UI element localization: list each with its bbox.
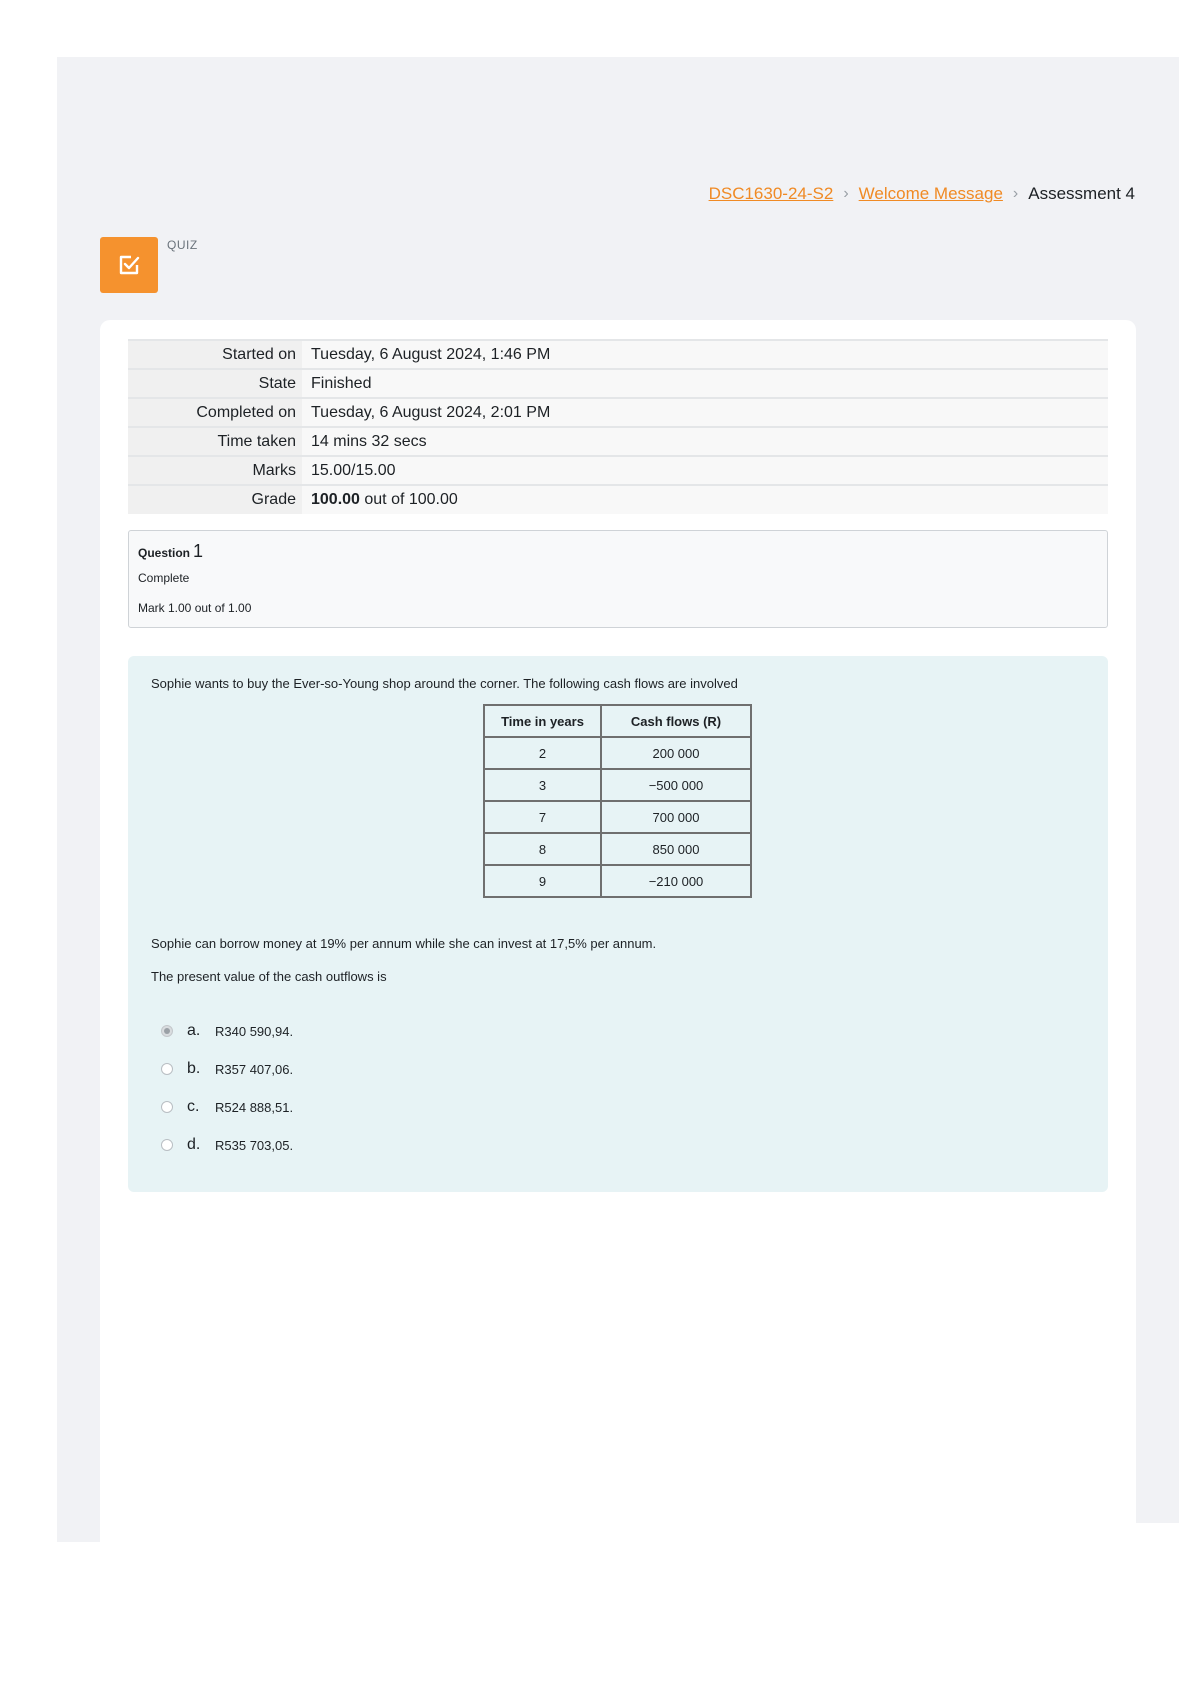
- question-text-intro: Sophie wants to buy the Ever-so-Young shop around the corner. The following cash flows are involved: [151, 676, 738, 691]
- breadcrumb: [709, 184, 1135, 204]
- answer-text: R357 407,06.: [215, 1061, 294, 1077]
- quiz-review-card: [100, 320, 1136, 1570]
- answer-option-b[interactable]: [161, 1060, 293, 1078]
- table-row: [484, 865, 751, 897]
- radio-icon[interactable]: [161, 1101, 173, 1113]
- table-cell: −210 000: [601, 865, 751, 897]
- breadcrumb-section-link[interactable]: Welcome Message: [858, 184, 1003, 203]
- summary-label: Started on: [128, 340, 302, 369]
- summary-row-state: [128, 369, 1108, 398]
- summary-value: 15.00/15.00: [302, 456, 1108, 485]
- table-cell: 850 000: [601, 833, 751, 865]
- summary-value: Tuesday, 6 August 2024, 1:46 PM: [302, 340, 1108, 369]
- summary-value: 14 mins 32 secs: [302, 427, 1108, 456]
- table-cell: 200 000: [601, 737, 751, 769]
- table-cell: 2: [484, 737, 601, 769]
- answer-text: R340 590,94.: [215, 1023, 294, 1039]
- chevron-right-icon: ›: [1012, 185, 1019, 202]
- radio-selected-icon[interactable]: [161, 1025, 173, 1037]
- column-header: Cash flows (R): [601, 705, 751, 737]
- question-number: [138, 541, 203, 562]
- question-grade: Mark 1.00 out of 1.00: [138, 601, 252, 615]
- summary-label: Completed on: [128, 398, 302, 427]
- answer-letter: b.: [187, 1060, 201, 1077]
- page-background-edge: [1136, 1523, 1179, 1542]
- question-text-rates: Sophie can borrow money at 19% per annum while she can invest at 17,5% per annum.: [151, 936, 657, 951]
- quiz-checkbox-icon: [100, 237, 158, 293]
- question-number-value: 1: [193, 541, 204, 561]
- question-label: Question: [138, 546, 191, 560]
- radio-icon[interactable]: [161, 1063, 173, 1075]
- radio-icon[interactable]: [161, 1139, 173, 1151]
- answer-text: R535 703,05.: [215, 1137, 294, 1153]
- summary-label: Marks: [128, 456, 302, 485]
- summary-row-started: [128, 340, 1108, 369]
- answer-option-a[interactable]: [161, 1022, 293, 1040]
- table-cell: 9: [484, 865, 601, 897]
- summary-label: Time taken: [128, 427, 302, 456]
- table-header-row: [484, 705, 751, 737]
- question-state: Complete: [138, 571, 190, 585]
- summary-value: Finished: [302, 369, 1108, 398]
- answer-letter: d.: [187, 1136, 201, 1153]
- table-row: [484, 833, 751, 865]
- chevron-right-icon: ›: [843, 185, 849, 202]
- breadcrumb-course-link[interactable]: DSC1630-24-S2: [708, 184, 834, 203]
- summary-label: Grade: [128, 485, 302, 514]
- question-prompt: The present value of the cash outflows is: [151, 969, 387, 984]
- breadcrumb-current: Assessment 4: [1028, 184, 1135, 203]
- answer-letter: a.: [187, 1022, 201, 1039]
- summary-value: Tuesday, 6 August 2024, 2:01 PM: [302, 398, 1108, 427]
- question-info-box: [128, 530, 1108, 628]
- table-cell: −500 000: [601, 769, 751, 801]
- grade-score: 100.00: [311, 491, 360, 508]
- summary-label: State: [128, 369, 302, 398]
- answer-text: R524 888,51.: [215, 1099, 294, 1115]
- activity-type-label: QUIZ: [167, 238, 198, 252]
- attempt-summary-table: [128, 339, 1108, 514]
- summary-row-marks: [128, 456, 1108, 485]
- table-cell: 3: [484, 769, 601, 801]
- table-cell: 8: [484, 833, 601, 865]
- table-cell: 7: [484, 801, 601, 833]
- question-formulation: [128, 656, 1108, 1192]
- summary-row-time: [128, 427, 1108, 456]
- summary-row-completed: [128, 398, 1108, 427]
- answer-option-c[interactable]: [161, 1098, 293, 1116]
- summary-row-grade: [128, 485, 1108, 514]
- column-header: Time in years: [484, 705, 601, 737]
- table-row: [484, 801, 751, 833]
- cash-flow-table: [483, 704, 752, 898]
- answer-option-d[interactable]: [161, 1136, 293, 1154]
- summary-value: [302, 485, 1108, 514]
- answer-letter: c.: [187, 1098, 200, 1115]
- table-cell: 700 000: [601, 801, 751, 833]
- table-row: [484, 769, 751, 801]
- table-row: [484, 737, 751, 769]
- grade-total: out of 100.00: [359, 491, 458, 508]
